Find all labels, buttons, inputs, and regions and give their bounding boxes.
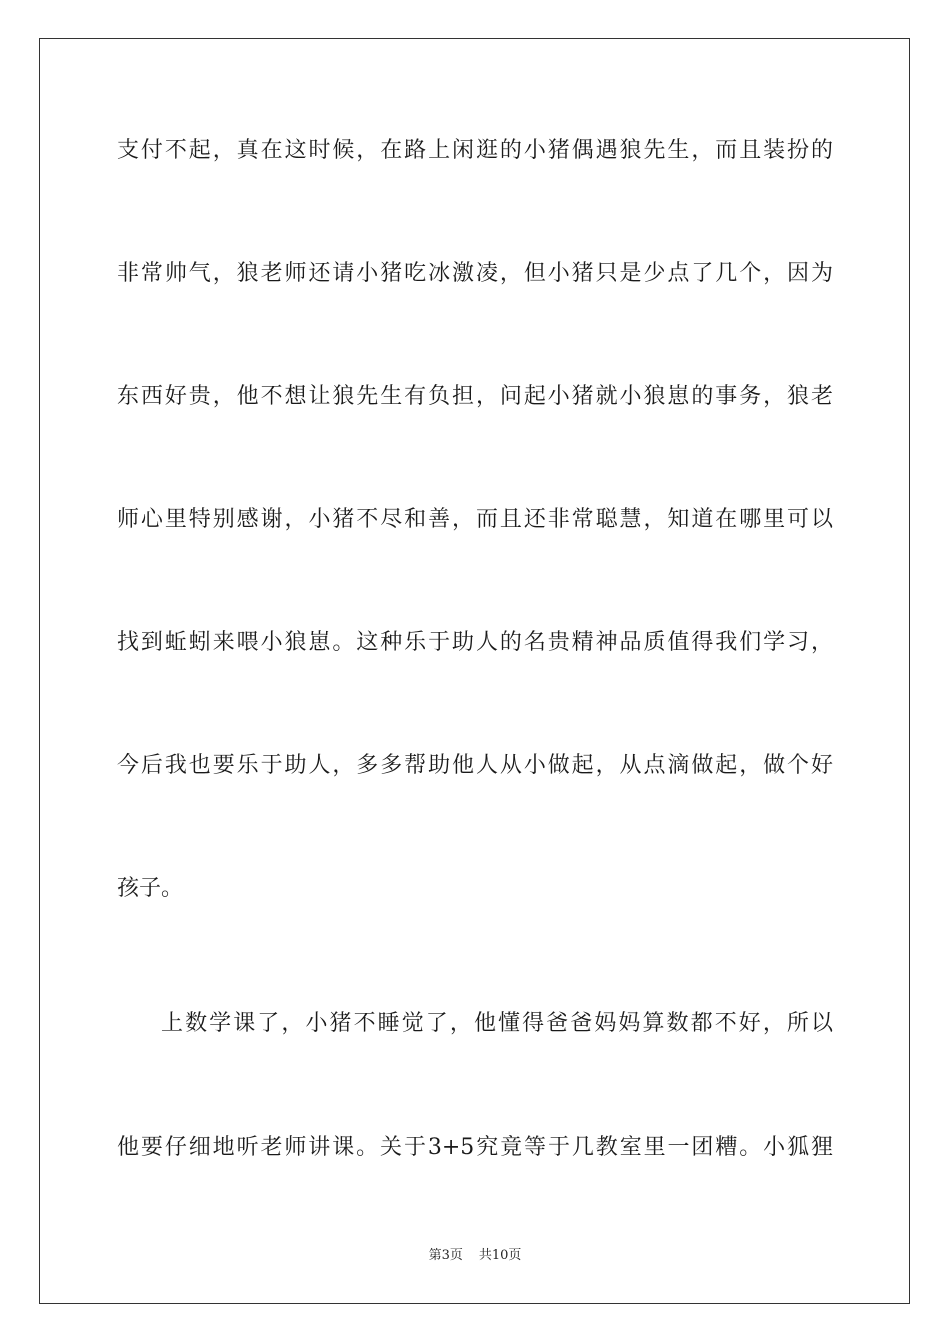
paragraph-first-line: 上数学课了，小猪不睡觉了，他懂得爸爸妈妈算数都不好，所以 xyxy=(161,1011,833,1036)
page-number: 第3页 xyxy=(428,1248,463,1263)
text-line: 今后我也要乐于助人，多多帮助他人从小做起，从点滴做起，做个好 xyxy=(117,753,833,778)
text-line: 找到蚯蚓来喂小狼崽。这种乐于助人的名贵精神品质值得我们学习， xyxy=(117,630,833,655)
text-line: 孩子。 xyxy=(117,876,184,901)
text-line: 非常帅气，狼老师还请小猪吃冰激凌，但小猪只是少点了几个，因为 xyxy=(117,261,833,286)
text-line: 支付不起，真在这时候，在路上闲逛的小猪偶遇狼先生，而且装扮的 xyxy=(117,138,833,163)
page-border xyxy=(39,38,910,1304)
text-line: 他要仔细地听老师讲课。关于3+5究竟等于几教室里一团糟。小狐狸 xyxy=(117,1135,833,1160)
text-line: 师心里特别感谢，小猪不尽和善，而且还非常聪慧，知道在哪里可以 xyxy=(117,507,833,532)
page-footer xyxy=(0,1246,950,1266)
text-line: 东西好贵，他不想让狼先生有负担，问起小猪就小狼崽的事务，狼老 xyxy=(117,384,833,409)
page-total: 共10页 xyxy=(478,1248,522,1263)
